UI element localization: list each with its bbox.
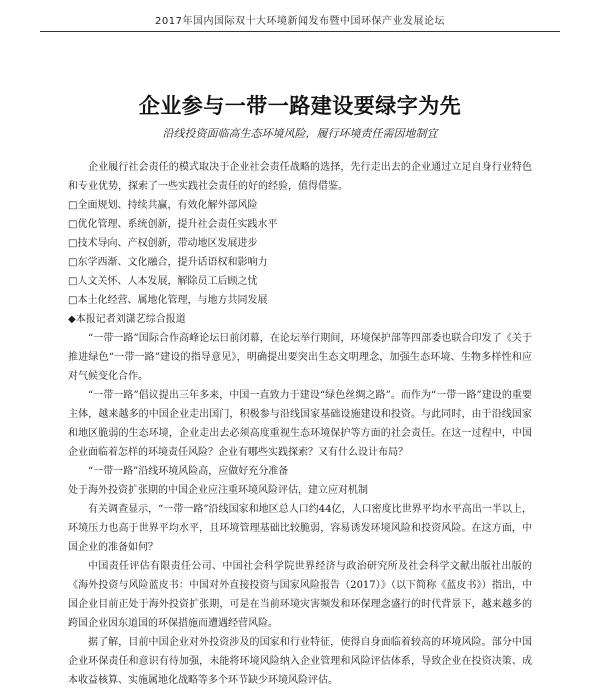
body-paragraph: “一带一路”倡议提出三年多来，中国一直致力于建设“绿色丝绸之路”。而作为“一带一路”建设的重要主体，越来越多的中国企业走出国门，积极参与沿线国家基础设施建设和投资。与此同时，由于沿线国家和地区脆弱的生态环境，企业走出去必须高度重视生态环境保护等方面的社会责任。在这一过程中，中国企业面临着怎样的环境责任风险？企业有哪些实践探索？又有什么设计布局？ (68, 390, 532, 458)
bullet-item: □优化管理、系统创新，提升社会责任实践水平 (68, 219, 278, 230)
bullet-item: □人文关怀、人本发展，解除员工后顾之忧 (68, 276, 258, 287)
bullet-item: □全面规划、持续共赢，有效化解外部风险 (68, 200, 258, 211)
body-paragraph: “一带一路”国际合作高峰论坛日前闭幕，在论坛举行期间，环境保护部等四部委也联合印发了《关于推进绿色“一带一路”建设的指导意见》，明确提出要突出生态文明理念，加强生态环境、生物多样性和应对气候变化合作。 (68, 333, 532, 382)
reporter-byline: ◆本报记者刘潇艺综合报道 (68, 314, 186, 325)
body-paragraph: 中国责任评估有限责任公司、中国社会科学院世界经济与政治研究所及社会科学文献出版社出版的《海外投资与风险蓝皮书：中国对外直接投资与国家风险报告（2017）》（以下简称《蓝皮书》）指出，中国企业目前正处于海外投资扩张期，可是在当前环境灾害频发和环保理念盛行的时代背景下，越来越多的跨国企业因东道国的环保措施而遭遇经营风险。 (68, 561, 532, 629)
article-body (68, 158, 532, 690)
bullet-item: □技术导向、产权创新，带动地区发展进步 (68, 238, 258, 249)
body-paragraph: 有关调查显示，“一带一路”沿线国家和地区总人口约44亿，人口密度比世界平均水平高出一半以上，环境压力也高于世界平均水平，且环境管理基础比较脆弱，容易诱发环境风险和投资风险。在这方面，中国企业的准备如何？ (68, 504, 532, 553)
section-lead: 处于海外投资扩张期的中国企业应注重环境风险评估，建立应对机制 (68, 485, 368, 496)
header-rule (40, 31, 560, 32)
article-title: 企业参与一带一路建设要绿字为先 (138, 94, 462, 118)
bullet-item: □本土化经营、属地化管理，与地方共同发展 (68, 295, 268, 306)
body-paragraph: 据了解，目前中国企业对外投资涉及的国家和行业特征，使得自身面临着较高的环境风险。部分中国企业环保责任和意识有待加强，未能将环境风险纳入企业管理和风险评估体系，导致企业在投资决策、成本收益核算、实施属地化战略等多个环节缺少环境风险评估。 (68, 637, 532, 686)
running-header: 2017年国内国际双十大环境新闻发布暨中国环保产业发展论坛 (155, 16, 445, 27)
article-subtitle: 沿线投资面临高生态环境风险，履行环境责任需因地制宜 (162, 127, 438, 140)
section-heading: “一带一路”沿线环境风险高，应做好充分准备 (88, 466, 289, 477)
bullet-item: □东学西渐、文化融合，提升话语权和影响力 (68, 257, 268, 268)
intro-paragraph: 企业履行社会责任的模式取决于企业社会责任战略的选择，先行走出去的企业通过立足自身行业特色和专业优势，探索了一些实践社会责任的好的经验，值得借鉴。 (68, 162, 532, 192)
